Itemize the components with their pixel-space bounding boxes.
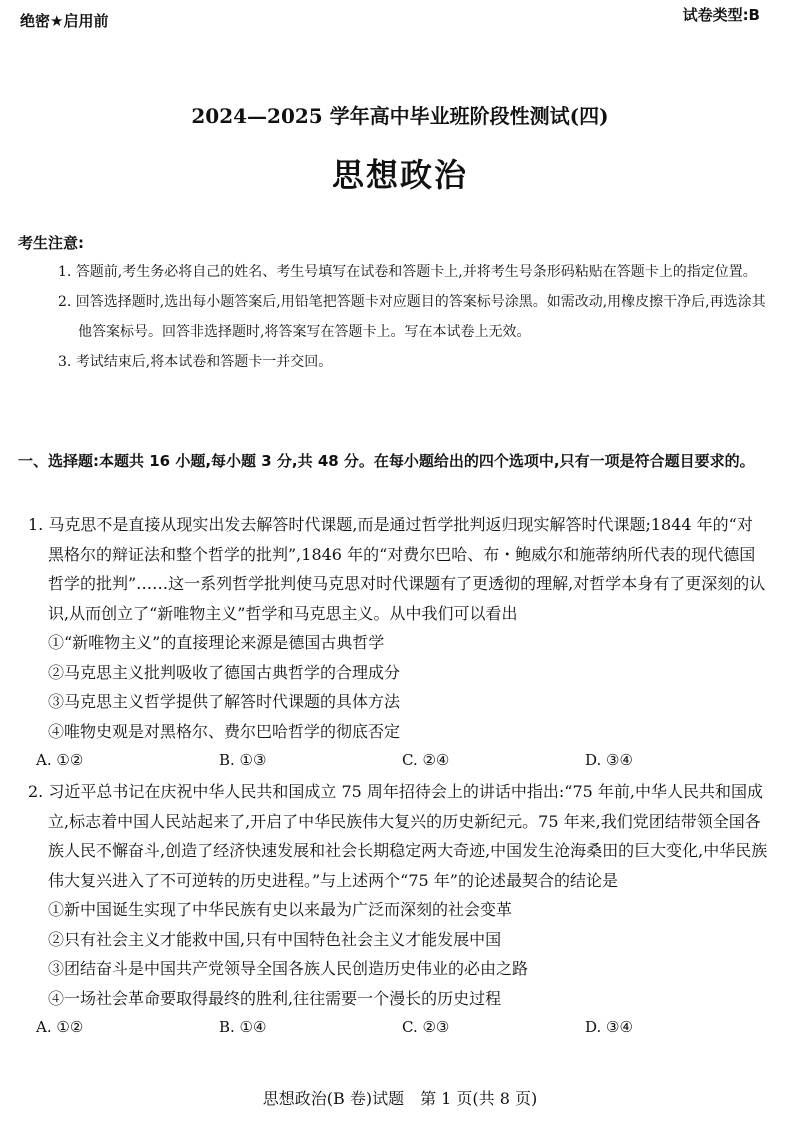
option-b: B. ①③ [219, 751, 267, 769]
statement-3: ③团结奋斗是中国共产党领导全国各族人民创造历史伟业的必由之路 [48, 959, 529, 978]
question-stem: 2. 习近平总书记在庆祝中华人民共和国成立 75 周年招待会上的讲话中指出:“75 年前,中华人民共和国成立,标志着中国人民站起来了,开启了中华民族伟大复兴的历史新纪元。75 年来,我们党团结带领全国各族人民不懈奋斗,创造了经济快速发展和社会长期稳定两大奇迹,中国发生沧海桑田的巨大变化,中华民族伟大复兴进入了不可逆转的历史进程。”与上述两个“75 年”的论述最契合的结论是 [28, 782, 768, 890]
confidential-label: 绝密★启用前 [20, 12, 109, 30]
paper-type-label: 试卷类型:B [682, 6, 760, 24]
option-d: D. ③④ [585, 751, 633, 769]
page-footer: 思想政治(B 卷)试题 第 1 页(共 8 页) [262, 1089, 538, 1108]
questions-list [28, 510, 768, 1042]
answer-options [28, 746, 768, 775]
statement-2: ②马克思主义批判吸收了德国古典哲学的合理成分 [48, 662, 401, 682]
statement-1: ①“新唯物主义”的直接理论来源是德国古典哲学 [48, 633, 385, 652]
option-c: C. ②③ [402, 1018, 450, 1036]
statement-4: ④一场社会革命要取得最终的胜利,往往需要一个漫长的历史过程 [48, 988, 502, 1008]
notice-item-1: 1. 答题前,考生务必将自己的姓名、考生号填写在试卷和答题卡上,并将考生号条形码粘贴在答题卡上的指定位置。 [58, 264, 757, 280]
section-1-header: 一、选择题:本题共 16 小题,每小题 3 分,共 48 分。在每小题给出的四个选项中,只有一项是符合题目要求的。 [18, 452, 755, 470]
question-2 [28, 777, 768, 1042]
notice-item-2: 2. 回答选择题时,选出每小题答案后,用铅笔把答题卡对应题目的答案标号涂黑。如需改动,用橡皮擦干净后,再选涂其他答案标号。回答非选择题时,将答案写在答题卡上。写在本试卷上无效。 [58, 294, 766, 340]
exam-title: 2024—2025 学年高中毕业班阶段性测试(四) [191, 104, 609, 128]
option-a: A. ①② [36, 751, 84, 769]
notice-item-3: 3. 考试结束后,将本试卷和答题卡一并交回。 [58, 354, 333, 370]
subject-title: 思想政治 [331, 156, 468, 194]
notice-heading: 考生注意: [18, 234, 84, 252]
option-c: C. ②④ [402, 751, 450, 769]
answer-options [28, 1013, 768, 1042]
question-stem: 1. 马克思不是直接从现实出发去解答时代课题,而是通过哲学批判返归现实解答时代课题;1844 年的“对黑格尔的辩证法和整个哲学的批判”,1846 年的“对费尔巴哈、布・鲍威尔和施蒂纳所代表的现代德国哲学的批判”……这一系列哲学批判使马克思对时代课题有了更透彻的理解,对哲学本身有了更深刻的认识,从而创立了“新唯物主义”哲学和马克思主义。从中我们可以看出 [28, 515, 766, 623]
statement-2: ②只有社会主义才能救中国,只有中国特色社会主义才能发展中国 [48, 929, 502, 949]
notice-block [18, 232, 778, 377]
statement-3: ③马克思主义哲学提供了解答时代课题的具体方法 [48, 692, 401, 711]
option-a: A. ①② [36, 1018, 84, 1036]
option-d: D. ③④ [585, 1018, 633, 1036]
option-b: B. ①④ [219, 1018, 267, 1036]
question-1 [28, 510, 768, 775]
statement-1: ①新中国诞生实现了中华民族有史以来最为广泛而深刻的社会变革 [48, 900, 513, 919]
statement-4: ④唯物史观是对黑格尔、费尔巴哈哲学的彻底否定 [48, 721, 401, 741]
